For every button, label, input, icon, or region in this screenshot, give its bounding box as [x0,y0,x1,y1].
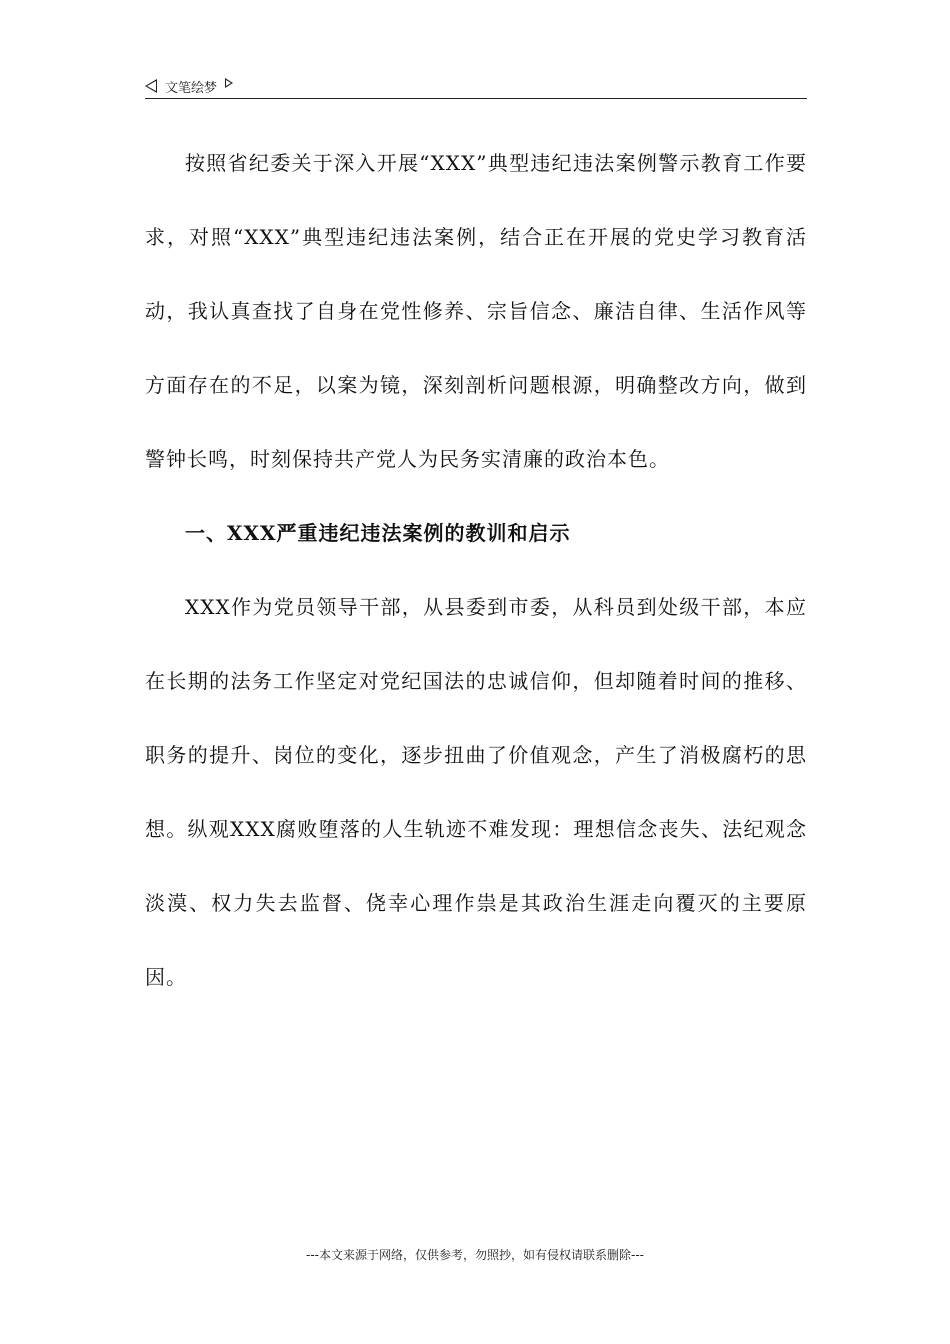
header-title: 文笔绘梦 [165,80,218,96]
page-header [145,74,807,99]
triangle-left-icon [145,79,157,93]
lesson-paragraph: XXX作为党员领导干部，从县委到市委，从科员到处级干部，本应在长期的法务工作坚定对党纪国法的忠诚信仰，但却随着时间的推移、职务的提升、岗位的变化，逐步扭曲了价值观念，产生了消极腐朽的思想。纵观XXX腐败堕落的人生轨迹不难发现：理想信念丧失、法纪观念淡漠、权力失去监督、侥幸心理作祟是其政治生涯走向覆灭的主要原因。 [145,595,807,989]
triangle-right-icon [225,78,233,88]
footer-disclaimer: ---本文来源于网络，仅供参考，勿照抄，如有侵权请联系删除--- [306,1248,644,1262]
intro-paragraph: 按照省纪委关于深入开展“XXX”典型违纪违法案例警示教育工作要求，对照“XXX”典型违纪违法案例，结合正在开展的党史学习教育活动，我认真查找了自身在党性修养、宗旨信念、廉洁自律、生活作风等方面存在的不足，以案为镜，深刻剖析问题根源，明确整改方向，做到警钟长鸣，时刻保持共产党人为民务实清廉的政治本色。 [145,151,807,471]
document-body [145,126,807,1014]
section-heading: 一、XXX严重违纪违法案例的教训和启示 [185,521,571,545]
